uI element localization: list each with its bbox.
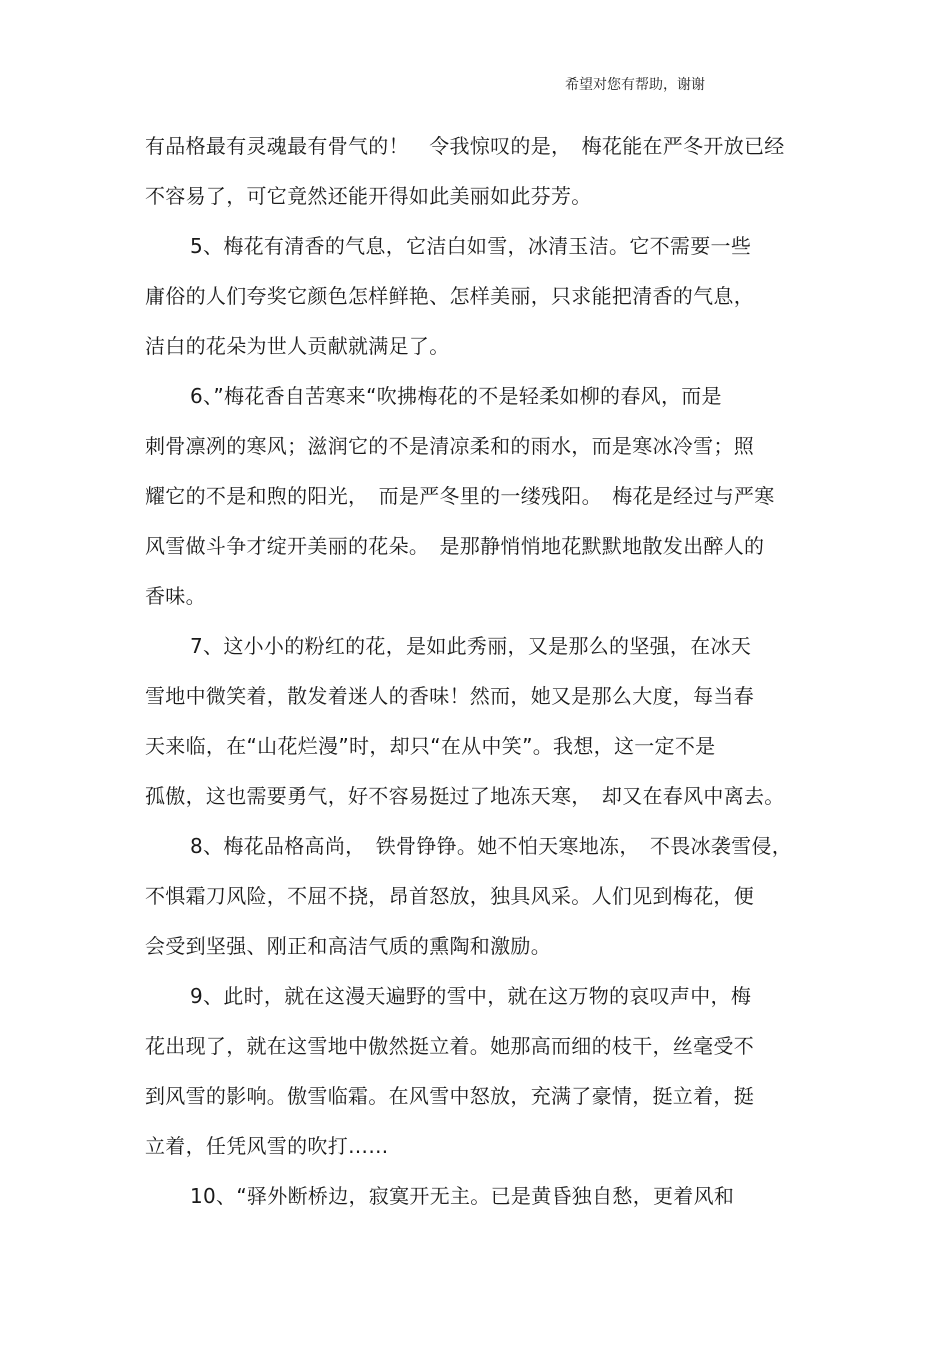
text-line: 花出现了，就在这雪地中傲然挺立着。她那高而细的枝干，丝毫受不 bbox=[145, 1034, 754, 1058]
text-line: 刺骨凛冽的寒风；滋润它的不是清凉柔和的雨水，而是寒冰冷雪；照 bbox=[145, 434, 754, 458]
paragraph-first-line: 9、此时，就在这漫天遍野的雪中，就在这万物的哀叹声中，梅 bbox=[190, 984, 752, 1008]
paragraph-first-line: 6、”梅花香自苦寒来“吹拂梅花的不是轻柔如柳的春风，而是 bbox=[190, 384, 722, 408]
text-line: 雪地中微笑着，散发着迷人的香味！然而，她又是那么大度，每当春 bbox=[145, 684, 754, 708]
text-line: 不容易了，可它竟然还能开得如此美丽如此芬芳。 bbox=[145, 184, 592, 208]
paragraph-first-line: 5、梅花有清香的气息，它洁白如雪，冰清玉洁。它不需要一些 bbox=[190, 234, 752, 258]
paragraph-first-line: 7、这小小的粉红的花，是如此秀丽，又是那么的坚强，在冰天 bbox=[190, 634, 752, 658]
text-line: 洁白的花朵为世人贡献就满足了。 bbox=[145, 334, 450, 358]
text-line: 庸俗的人们夸奖它颜色怎样鲜艳、怎样美丽，只求能把清香的气息， bbox=[145, 284, 754, 308]
text-line: 立着，任凭风雪的吹打…… bbox=[145, 1134, 389, 1158]
text-line: 天来临，在“山花烂漫”时，却只“在从中笑”。我想，这一定不是 bbox=[145, 734, 716, 758]
header-note: 希望对您有帮助，谢谢 bbox=[565, 77, 705, 93]
paragraph-first-line: 10、“驿外断桥边，寂寞开无主。已是黄昏独自愁，更着风和 bbox=[190, 1184, 735, 1208]
text-line: 风雪做斗争才绽开美丽的花朵。 是那静悄悄地花默默地散发出醉人的 bbox=[145, 534, 765, 558]
text-line: 不惧霜刀风险，不屈不挠，昂首怒放，独具风采。人们见到梅花，便 bbox=[145, 884, 754, 908]
text-line: 会受到坚强、刚正和高洁气质的熏陶和激励。 bbox=[145, 934, 551, 958]
text-line: 有品格最有灵魂最有骨气的！ 令我惊叹的是， 梅花能在严冬开放已经 bbox=[145, 134, 785, 158]
text-line: 到风雪的影响。傲雪临霜。在风雪中怒放，充满了豪情，挺立着，挺 bbox=[145, 1084, 754, 1108]
document-body bbox=[145, 121, 805, 1221]
text-line: 耀它的不是和煦的阳光， 而是严冬里的一缕残阳。 梅花是经过与严寒 bbox=[145, 484, 775, 508]
text-line: 香味。 bbox=[145, 584, 206, 608]
paragraph-first-line: 8、梅花品格高尚， 铁骨铮铮。她不怕天寒地冻， 不畏冰袭雪侵， bbox=[190, 834, 793, 858]
text-line: 孤傲，这也需要勇气，好不容易挺过了地冻天寒， 却又在春风中离去。 bbox=[145, 784, 785, 808]
